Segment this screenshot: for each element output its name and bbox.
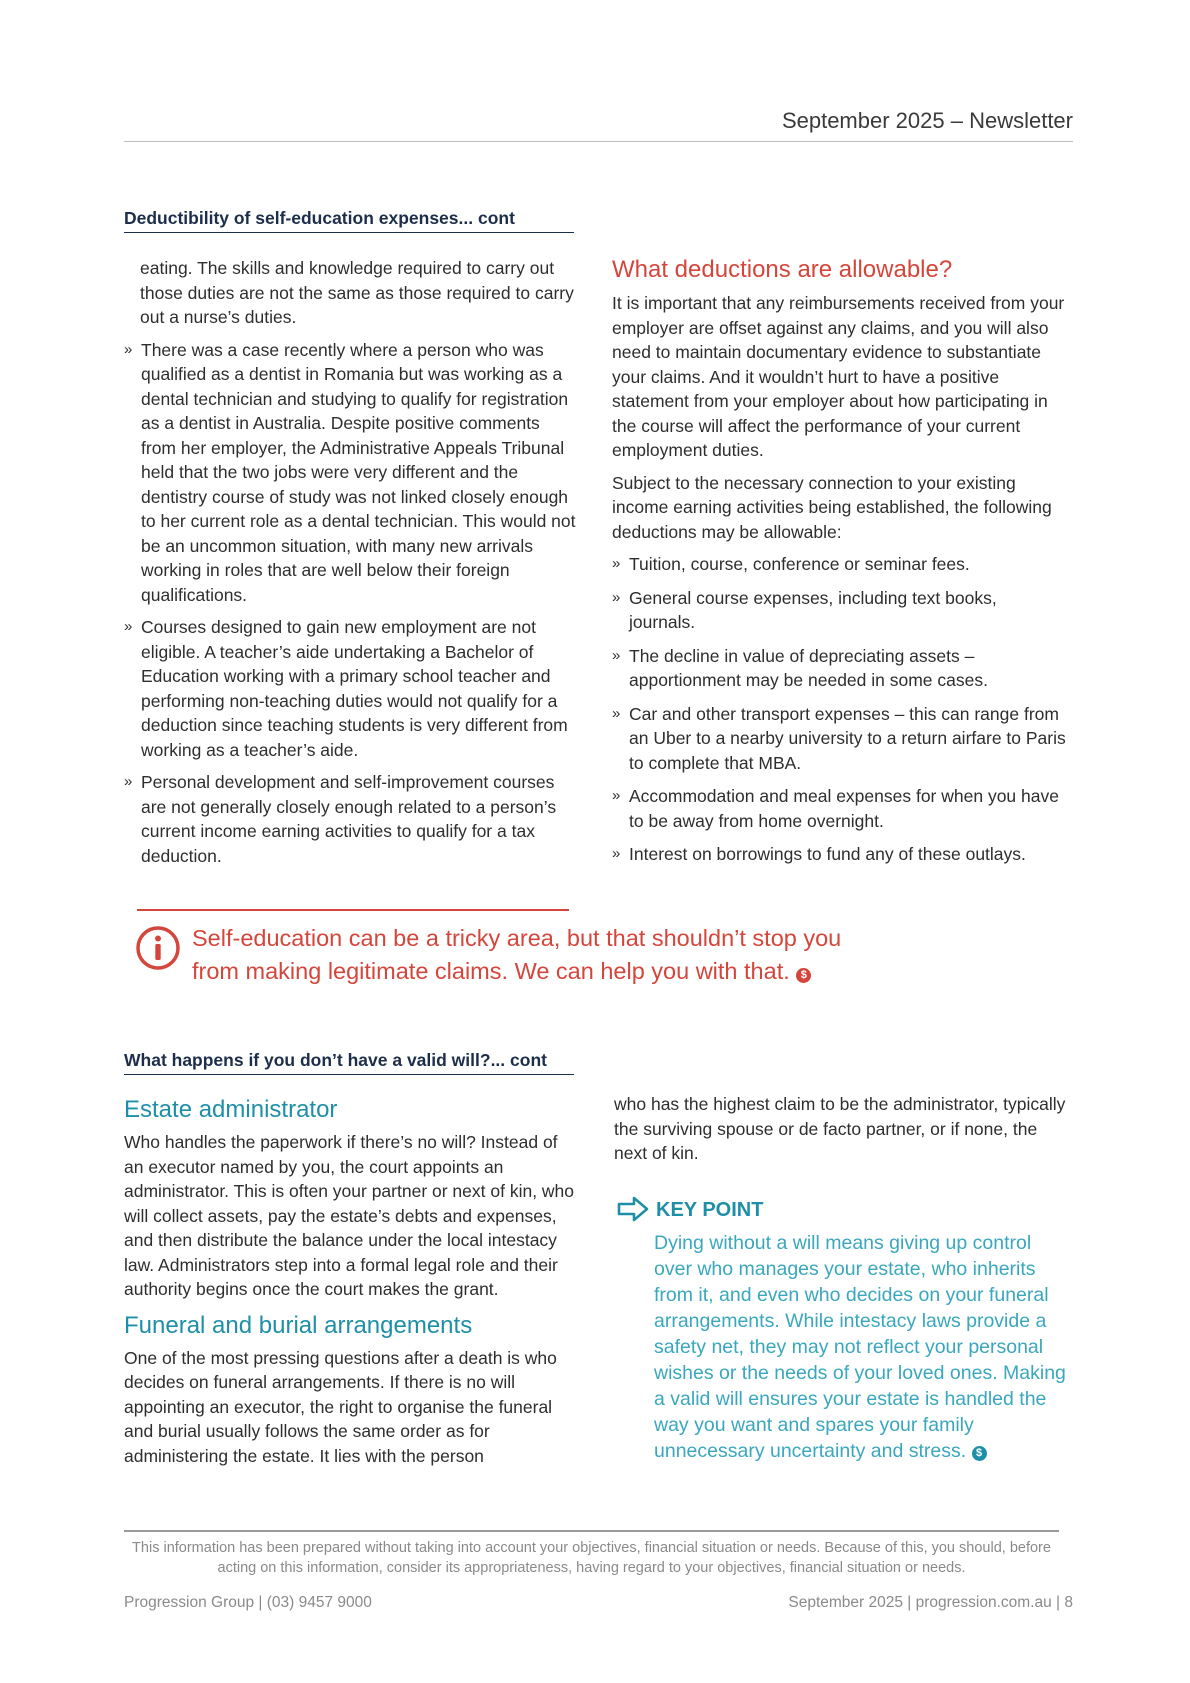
bullet-text: Personal development and self-improvement courses are not generally closely enough related to a person’s current income earning activities to qualify for a tax deduction.: [141, 772, 557, 866]
bullet-item: [612, 644, 1067, 693]
will-left-column: [124, 1096, 579, 1468]
bullet-text: There was a case recently where a person who was qualified as a dentist in Romania but was working as a dental technician and studying to qualify for registration as a dentist in Australia. Despite positive comments from her employer, the Administrative Appeals Tribunal held that the two jobs were very different and the dentistry course of study was not linked closely enough to her current role as a dental technician. This would not be an uncommon situation, with many new arrivals working in roles that are well below their foreign qualifications.: [141, 339, 576, 605]
section-heading-rule: [124, 232, 574, 233]
section-heading-self-education: Deductibility of self-education expenses... cont: [124, 208, 515, 228]
bullet-marker: »: [124, 773, 133, 790]
footer-page-info: September 2025 | progression.com.au | 8: [788, 1594, 1073, 1611]
left-bullet-list: [124, 338, 576, 869]
footer-contact: Progression Group | (03) 9457 9000: [124, 1594, 372, 1611]
dollar-coin-icon: $: [796, 968, 811, 983]
bullet-text: The decline in value of depreciating assets – apportionment may be needed in some cases.: [629, 645, 988, 690]
bullet-text: General course expenses, including text books, journals.: [629, 587, 997, 632]
callout-rule: [137, 909, 569, 911]
funeral-text: One of the most pressing questions after a death is who decides on funeral arrangements. If there is no will appointing an executor, the right to organise the funeral and burial usually follows the same order as for administering the estate. It lies with the person: [124, 1347, 557, 1466]
bullet-marker: »: [124, 340, 133, 358]
newsletter-title: September 2025 – Newsletter: [781, 108, 1073, 133]
bullet-item: [612, 842, 1067, 867]
bullet-text: Courses designed to gain new employment are not eligible. A teacher’s aide undertaking a Bachelor of Education working with a primary school teacher and performing non-teaching duties would not qualify for a deduction since teaching students is very different from working as a teacher’s aide.: [141, 617, 568, 760]
right-column: [612, 256, 1067, 876]
continued-paragraph: eating. The skills and knowledge required to carry out those duties are not the same as those required to carry out a nurse’s duties.: [140, 258, 574, 327]
bullet-marker: »: [612, 646, 621, 664]
header-divider: [124, 141, 1073, 142]
info-icon: [135, 925, 181, 976]
bullet-marker: »: [612, 787, 621, 804]
right-bullet-list: [612, 552, 1067, 867]
bullet-text: Accommodation and meal expenses for when you have to be away from home overnight.: [629, 786, 1059, 831]
section-heading-rule: [124, 1074, 574, 1075]
bullet-item: [124, 338, 576, 608]
bullet-marker: »: [612, 588, 621, 606]
footer-divider: [124, 1530, 1059, 1532]
bullet-item: [612, 552, 1067, 577]
will-right-column: [614, 1092, 1066, 1166]
bullet-text: Car and other transport expenses – this can range from an Uber to a nearby university to a return airfare to Paris to complete that MBA.: [629, 703, 1066, 773]
bullet-marker: »: [124, 618, 133, 635]
dollar-coin-icon: $: [972, 1446, 987, 1461]
bullet-item: [124, 770, 576, 868]
section-heading-valid-will: What happens if you don’t have a valid will?... cont: [124, 1050, 547, 1070]
bullet-item: [612, 702, 1067, 776]
disclaimer: This information has been prepared without taking into account your objectives, financial situation or needs. Because of this, you should, before acting on this information, consider its appropriateness, having regard to your objectives, financial situation or needs.: [132, 1540, 1051, 1576]
bullet-item: [612, 586, 1067, 635]
arrow-right-icon: [617, 1196, 649, 1227]
left-column: [124, 256, 576, 876]
allowable-deductions-heading: What deductions are allowable?: [612, 256, 953, 283]
bullet-item: [612, 784, 1067, 833]
estate-administrator-heading: Estate administrator: [124, 1096, 338, 1123]
key-point-text: Dying without a will means giving up control over who manages your estate, who inherits from it, and even who decides on your funeral arrangements. While intestacy laws provide a safety net, they may not reflect your personal wishes or the needs of your loved ones. Making a valid will ensures your estate is handled the way you want and spares your family unnecessary uncertainty and stress. $: [654, 1232, 1066, 1462]
reimbursement-paragraph: It is important that any reimbursements received from your employer are offset against any claims, and you will also need to maintain documentary evidence to substantiate your claims. And it wouldn’t hurt to have a positive statement from your employer about how participating in the course will affect the performance of your current employment duties.: [612, 293, 1065, 460]
bullet-item: [124, 615, 576, 762]
bullet-marker: »: [612, 555, 621, 572]
bullet-text: Interest on borrowings to fund any of these outlays.: [629, 844, 1026, 864]
key-point-title: KEY POINT: [656, 1199, 764, 1221]
bullet-marker: »: [612, 704, 621, 722]
estate-administrator-text: Who handles the paperwork if there’s no will? Instead of an executor named by you, the court appoints an administrator. This is often your partner or next of kin, who will collect assets, pay the estate’s debts and expenses, and then distribute the balance under the local intestacy law. Administrators step into a formal legal role and their authority begins once the court makes the grant.: [124, 1132, 575, 1299]
connection-paragraph: Subject to the necessary connection to your existing income earning activities being established, the following deductions may be allowable:: [612, 472, 1052, 542]
funeral-text-continued: who has the highest claim to be the administrator, typically the surviving spouse or de facto partner, or if none, the next of kin.: [614, 1094, 1066, 1163]
bullet-text: Tuition, course, conference or seminar fees.: [629, 554, 970, 574]
callout-message: Self-education can be a tricky area, but that shouldn’t stop you from making legitimate claims. We can help you with that. $: [192, 925, 842, 984]
bullet-marker: »: [612, 845, 621, 862]
funeral-heading: Funeral and burial arrangements: [124, 1311, 473, 1339]
